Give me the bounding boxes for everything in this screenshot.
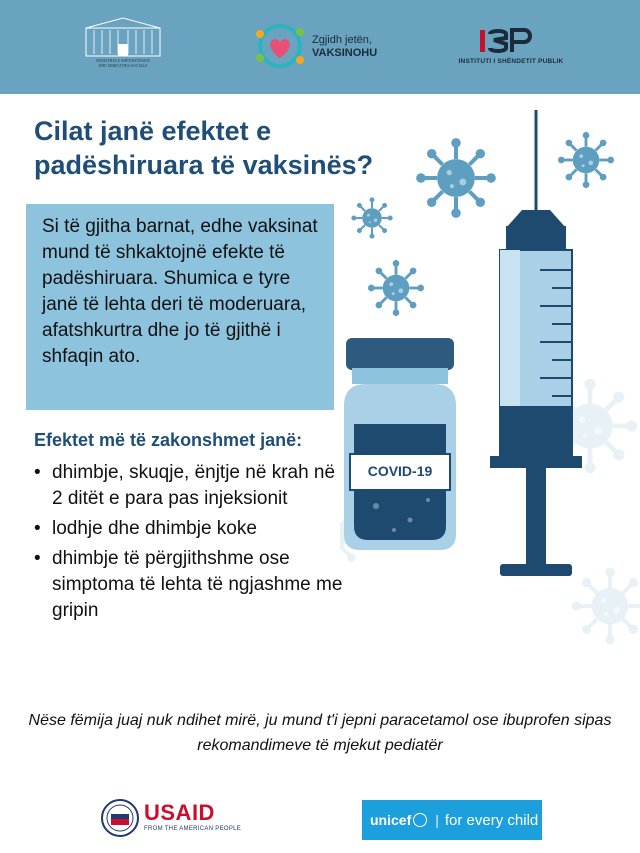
virus-icon <box>351 197 392 238</box>
unicef-globe-icon <box>413 813 427 827</box>
ministry-line-1: MINISTRIA E SHËNDETËSISË <box>96 58 150 63</box>
usaid-tagline: FROM THE AMERICAN PEOPLE <box>144 826 242 832</box>
list-item: • dhimbje të përgjithshme ose simptoma të lehta të ngjashme me gripin <box>30 546 350 624</box>
effects-list <box>30 460 350 628</box>
list-item: • dhimbje, skuqje, ënjtje në krah në 2 ditët e para pas injeksionit <box>30 460 350 512</box>
vial-label: COVID-19 <box>367 463 433 479</box>
vaccine-illustration <box>340 106 640 666</box>
intro-box: Si të gjitha barnat, edhe vaksinat mund të shkaktojnë efekte të padëshiruara. Shumica e tyre janë të lehta deri të moderuara, afatshkurtra dhe jo të gjithë i shfaqin ato. <box>26 204 334 410</box>
usaid-logo: USAID <box>144 800 215 825</box>
campaign-slogan <box>312 34 377 60</box>
unicef-tagline: for every child <box>444 811 539 829</box>
unicef-divider: | <box>435 812 439 828</box>
effects-heading: Efektet më të zakonshmet janë: <box>34 430 303 450</box>
unicef-logo <box>362 800 542 840</box>
virus-icon <box>368 260 424 316</box>
list-item: • lodhje dhe dhimbje koke <box>30 516 350 542</box>
isp-logo <box>476 26 536 56</box>
virus-icon <box>558 132 614 188</box>
campaign-line-1: Zgjidh jetën, <box>312 34 372 46</box>
footer-note: Nëse fëmija juaj nuk ndihet mirë, ju mund t'i jepni paracetamol ose ibuprofen sipas rekomandimeve të mjekut pediatër <box>28 712 612 754</box>
header-band <box>0 0 640 94</box>
campaign-line-2: VAKSINOHU <box>312 47 378 59</box>
ministry-name <box>70 58 176 68</box>
unicef-name: unicef <box>370 812 412 828</box>
isp-name: INSTITUTI I SHËNDETIT PUBLIK <box>458 58 564 65</box>
campaign-heart-logo <box>250 22 310 70</box>
ministry-line-2: DHE MBROJTJES SOCIALE <box>98 63 148 68</box>
usaid-seal-icon <box>100 798 140 838</box>
virus-icon <box>416 138 496 218</box>
page-title: Cilat janë efektet e padëshiruara të vaksinës? <box>34 116 374 180</box>
vaccine-vial-icon <box>344 338 456 550</box>
